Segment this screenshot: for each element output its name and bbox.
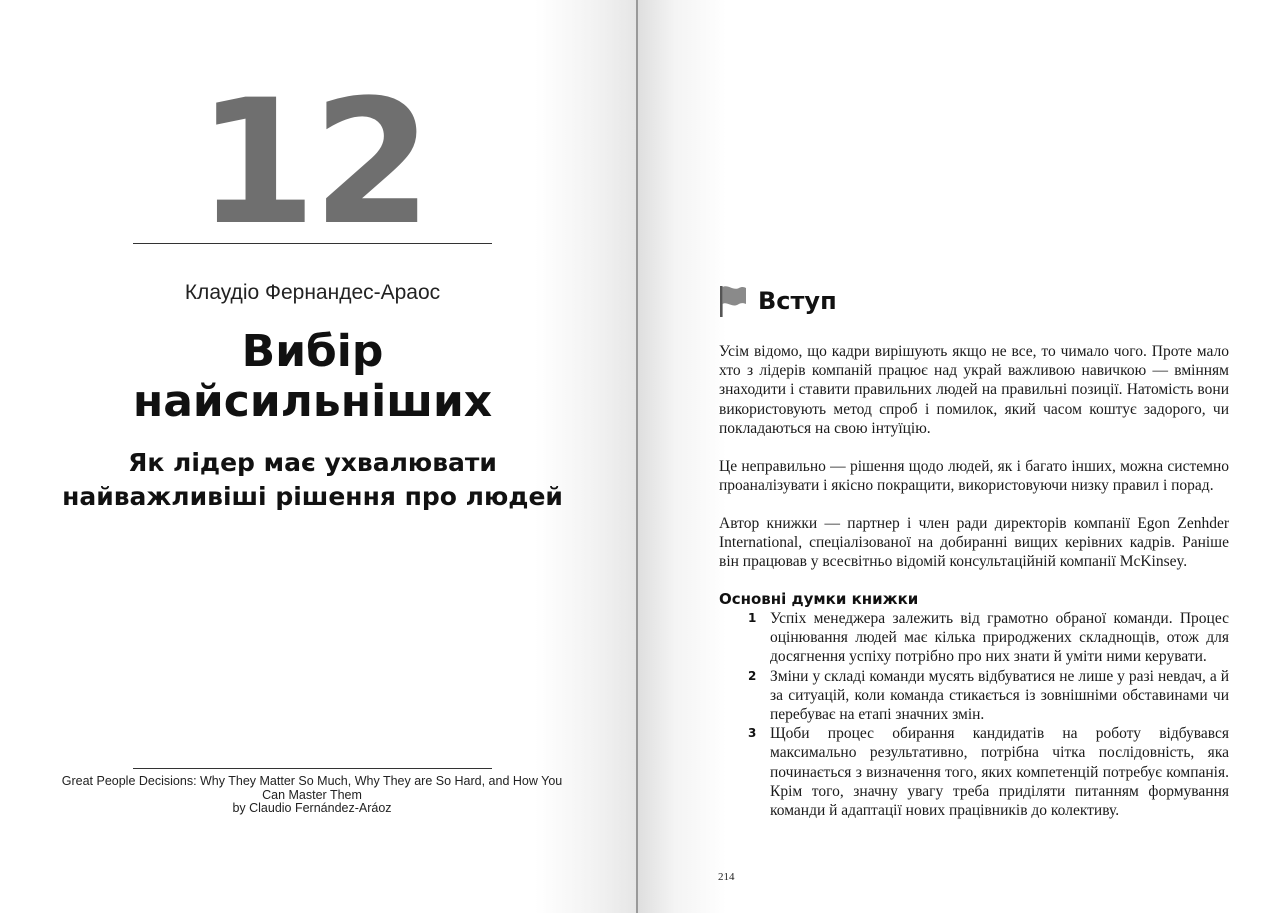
section-header	[718, 284, 837, 318]
key-ideas-list	[748, 609, 1229, 820]
book-title	[80, 327, 545, 427]
key-idea-item	[748, 667, 1229, 725]
key-idea-text: Зміни у складі команди мусять відбуватися не лише у разі невдач, а й за ситуацій, коли команда стикається із зовнішніми обставинами чи перебуває на етапі значних змін.	[770, 667, 1229, 724]
book-spine	[636, 0, 638, 913]
left-page	[0, 0, 637, 913]
top-divider	[133, 243, 492, 244]
book-title-line-2: найсильніших	[132, 376, 493, 427]
section-title: Вступ	[758, 287, 837, 315]
book-author: Клаудіо Фернандес-Араос	[184, 281, 441, 304]
key-idea-text: Щоби процес обирання кандидатів на роботу відбувався максимально результативно, потрібна чітка послідовність, яка починається з визначення того, яких компетенцій потребує компанія. Крім того, значну увагу треба приділяти питанням формування команди й адаптації нових працівників до колективу.	[770, 725, 1229, 820]
page-number: 214	[718, 871, 735, 883]
bottom-divider	[133, 768, 492, 769]
key-idea-item	[748, 724, 1229, 820]
book-subtitle-line-2: найважливіші рішення про людей	[62, 482, 563, 511]
intro-paragraph-2: Це неправильно — рішення щодо людей, як і багато інших, можна системно проаналізувати і якісно покращити, використовуючи низку правил і порад.	[719, 458, 1229, 495]
book-title-line-1: Вибір	[241, 326, 384, 377]
original-author: by Claudio Fernández-Aráoz	[232, 801, 392, 815]
key-ideas-heading: Основні думки книжки	[719, 590, 919, 608]
intro-paragraph-1: Усім відомо, що кадри вирішують якщо не все, то чимало чого. Проте мало хто з лідерів компаній працює над украй важливою навичкою — вмінням знаходити і ставити правильних людей на правильні позиції. Натомість вони використовують метод спроб і помилок, який часом коштує задорого, чи покладаються на свою інтуїцію.	[719, 343, 1229, 437]
key-idea-number: 1	[748, 611, 757, 625]
original-book-info	[52, 775, 572, 816]
flag-icon	[718, 284, 748, 318]
book-subtitle-line-1: Як лідер має ухвалювати	[128, 448, 497, 477]
original-title-line-1: Great People Decisions: Why They Matter So Much, Why They are So Hard, and How You	[61, 774, 563, 788]
key-idea-item	[748, 609, 1229, 667]
book-subtitle	[40, 446, 585, 514]
key-idea-number: 3	[748, 726, 757, 741]
key-idea-text: Успіх менеджера залежить від грамотно обраної команди. Процес оцінювання людей має кілька природжених складнощів, отож для досягнення успіху потрібно про них знати й уміти ними керувати.	[770, 610, 1229, 666]
chapter-number: 12	[196, 62, 429, 263]
original-title-line-2: Can Master Them	[262, 787, 362, 802]
key-idea-number: 2	[748, 668, 757, 683]
intro-paragraph-3: Автор книжки — партнер і член ради директорів компанії Egon Zenhder International, спеціалізованої на добиранні вищих керівних кадрів. Раніше він працював у всесвітньо відомій консультаційній компанії McKinsey.	[719, 515, 1229, 571]
